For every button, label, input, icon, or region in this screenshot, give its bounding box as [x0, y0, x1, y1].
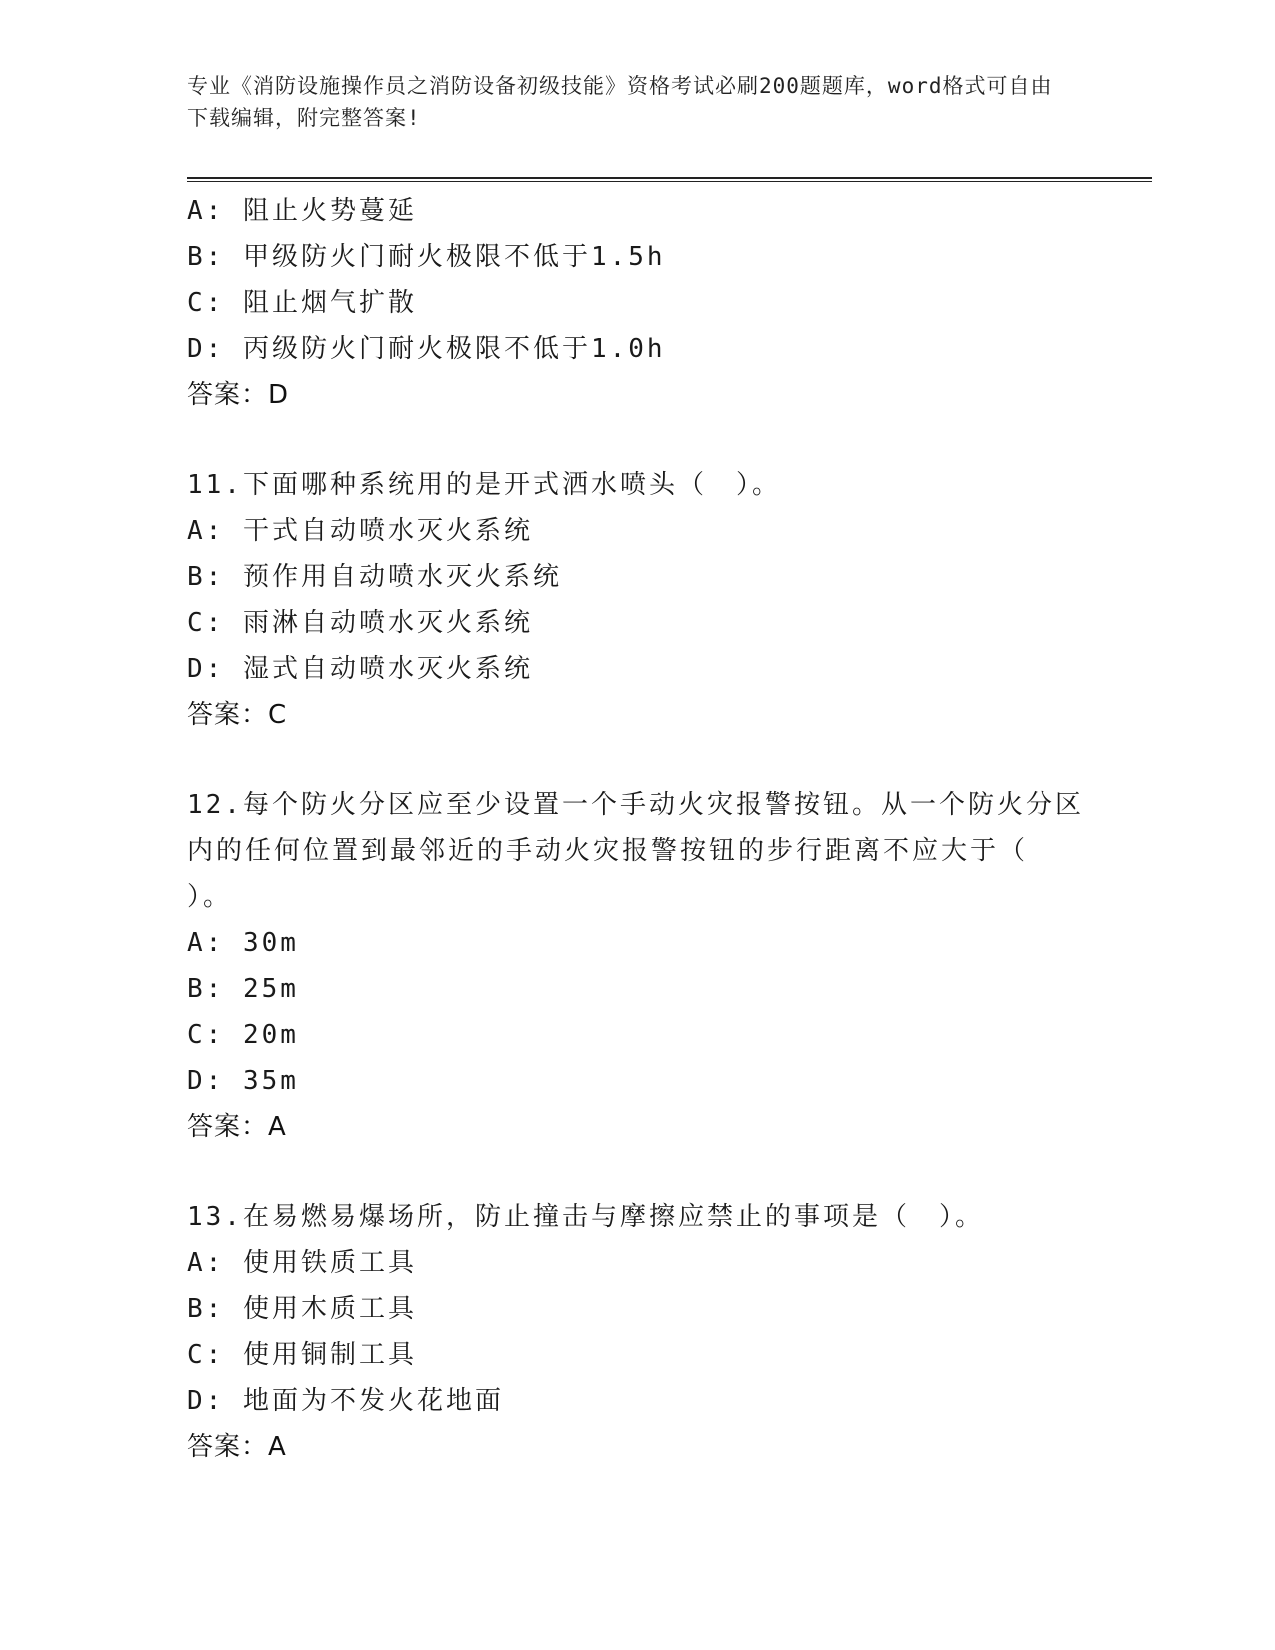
option-d: D: 湿式自动喷水灭火系统	[187, 654, 533, 684]
question-block-12	[187, 782, 1087, 1150]
question-text: 11.下面哪种系统用的是开式洒水喷头（ ）。	[187, 470, 781, 500]
answer-line: 答案：A	[187, 1112, 287, 1142]
option-b: B: 25m	[187, 974, 299, 1004]
question-text-line-1: 12.每个防火分区应至少设置一个手动火灾报警按钮。从一个防火分区	[187, 790, 1084, 820]
question-block-10	[187, 188, 1087, 418]
answer-line: 答案：C	[187, 700, 288, 730]
option-c: C: 使用铜制工具	[187, 1340, 417, 1370]
header-divider	[187, 177, 1152, 182]
option-b: B: 使用木质工具	[187, 1294, 417, 1324]
document-header: 专业《消防设施操作员之消防设备初级技能》资格考试必刷200题题库，word格式可自由下载编辑，附完整答案!	[187, 74, 1053, 130]
option-a: A: 干式自动喷水灭火系统	[187, 516, 533, 546]
option-c: C: 20m	[187, 1020, 299, 1050]
block-spacer	[187, 1150, 1087, 1194]
question-block-11	[187, 462, 1087, 738]
block-spacer	[187, 418, 1087, 462]
option-a: A: 使用铁质工具	[187, 1248, 417, 1278]
question-text-line-2: 内的任何位置到最邻近的手动火灾报警按钮的步行距离不应大于（	[187, 836, 1029, 866]
question-text: 13.在易燃易爆场所，防止撞击与摩擦应禁止的事项是（ ）。	[187, 1202, 984, 1232]
option-c: C: 阻止烟气扩散	[187, 288, 417, 318]
option-a: A: 30m	[187, 928, 299, 958]
answer-line: 答案：D	[187, 380, 290, 410]
option-a: A: 阻止火势蔓延	[187, 196, 417, 226]
option-b: B: 甲级防火门耐火极限不低于1.5h	[187, 242, 666, 272]
question-text-line-3: ）。	[187, 882, 233, 912]
answer-line: 答案：A	[187, 1432, 287, 1462]
block-spacer	[187, 738, 1087, 782]
option-d: D: 35m	[187, 1066, 299, 1096]
option-c: C: 雨淋自动喷水灭火系统	[187, 608, 533, 638]
question-block-13	[187, 1194, 1087, 1470]
option-b: B: 预作用自动喷水灭火系统	[187, 562, 562, 592]
option-d: D: 丙级防火门耐火极限不低于1.0h	[187, 334, 666, 364]
option-d: D: 地面为不发火花地面	[187, 1386, 504, 1416]
question-list	[187, 188, 1087, 1470]
